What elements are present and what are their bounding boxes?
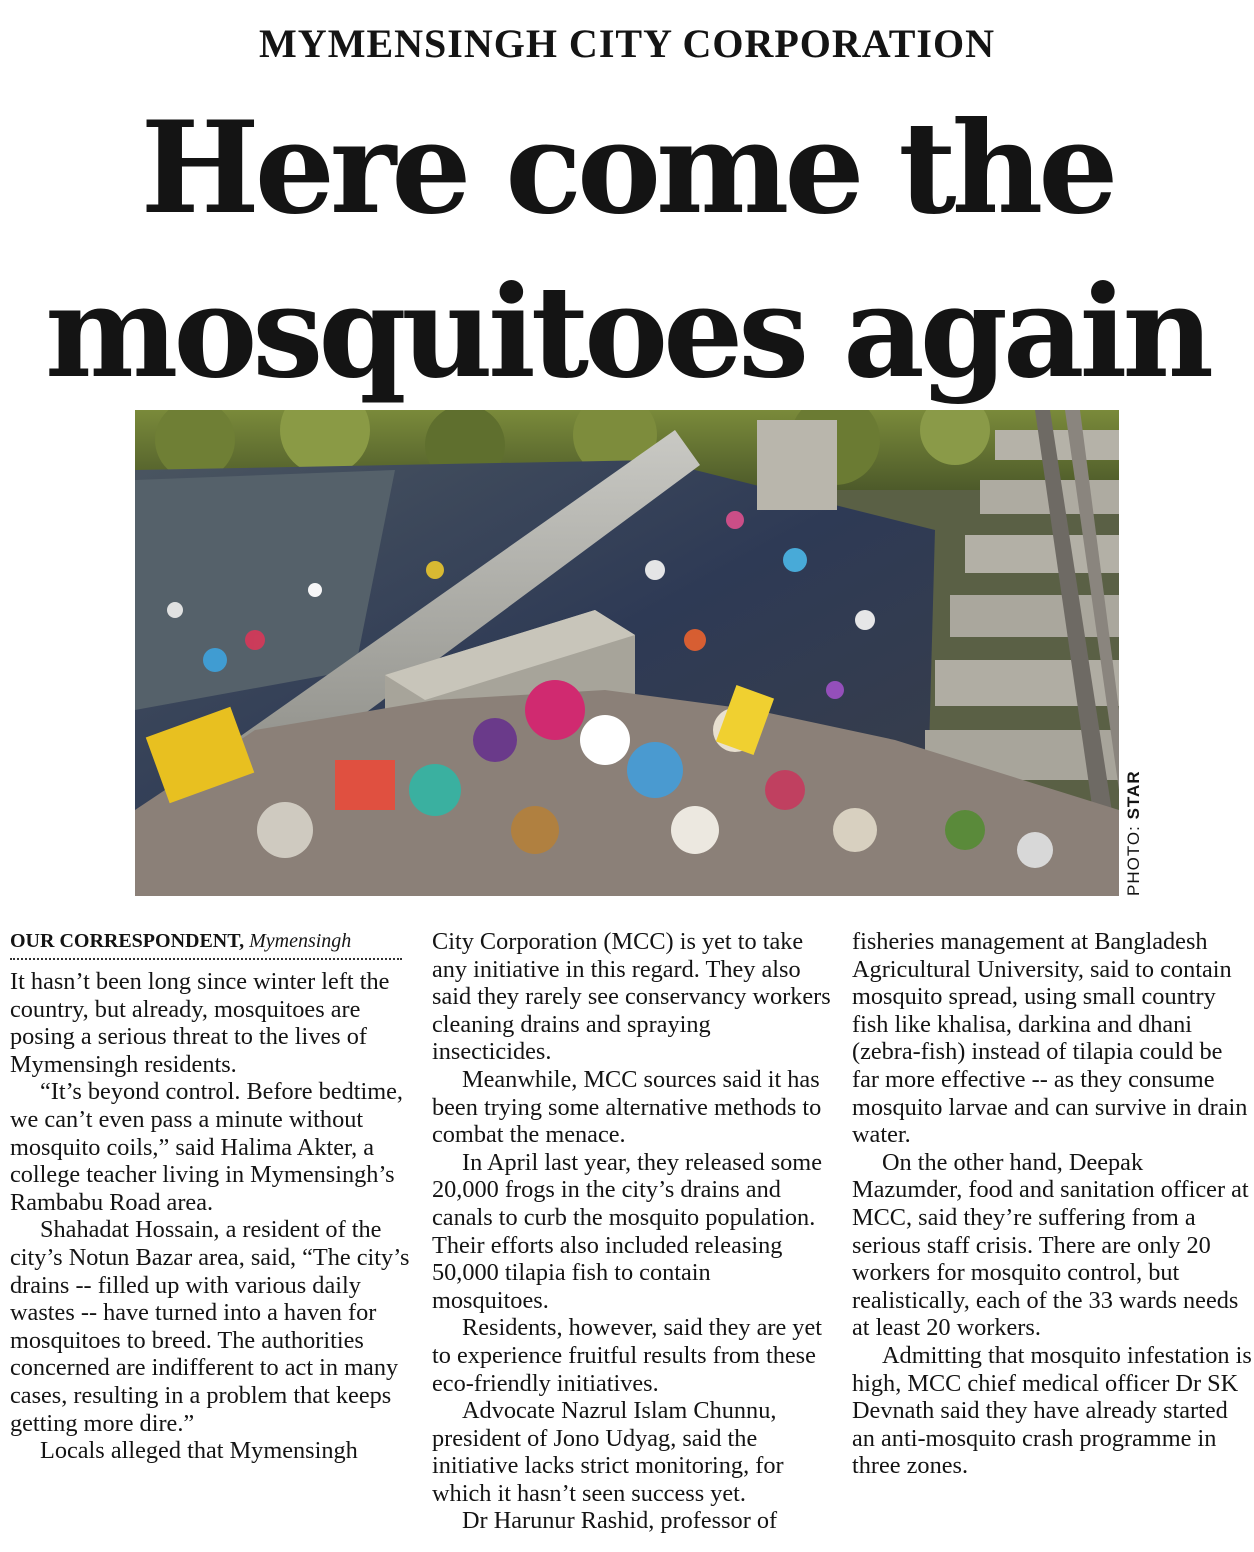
article-column-2 (432, 928, 832, 1535)
article-photo (135, 410, 1119, 896)
paragraph: Residents, however, said they are yet to experience fruitful results from these eco-friendly initiatives. (432, 1314, 822, 1397)
paragraph: Admitting that mosquito infestation is high, MCC chief medical officer Dr SK Devnath said they have already started an anti-mosquito crash programme in three zones. (852, 1341, 1252, 1480)
headline (0, 86, 1254, 414)
paragraph: Shahadat Hossain, a resident of the city’s Notun Bazar area, said, “The city’s drains -- filled up with various daily wastes -- have turned into a haven for mosquitoes to breed. The authorities concerned are indifferent to act in many cases, resulting in a problem that keeps getting more dire.” (10, 1216, 410, 1437)
photo-credit (1124, 770, 1144, 896)
byline-author: OUR CORRESPONDENT, (10, 930, 245, 952)
byline-divider (10, 958, 402, 960)
paragraph: Locals alleged that Mymensingh (40, 1437, 358, 1465)
article-column-3 (852, 928, 1252, 1480)
paragraph: City Corporation (MCC) is yet to take any initiative in this regard. They also said they rarely see conservancy workers cleaning drains and spraying insecticides. (432, 928, 831, 1066)
paragraph: Advocate Nazrul Islam Chunnu, president of Jono Udyag, said the initiative lacks strict monitoring, for which it hasn’t seen success yet. (432, 1397, 784, 1507)
paragraph: “It’s beyond control. Before bedtime, we can’t even pass a minute without mosquito coils,” said Halima Akter, a college teacher living in Mymensingh’s Rambabu Road area. (10, 1078, 403, 1216)
paragraph: In April last year, they released some 20,000 frogs in the city’s drains and canals to curb the mosquito population. Their efforts also included releasing 50,000 tilapia fish to contain mosquitoes. (432, 1148, 822, 1314)
paragraph: It hasn’t been long since winter left the country, but already, mosquitoes are posing a serious threat to the lives of Mymensingh residents. (10, 968, 390, 1078)
photo-credit-source: STAR (1124, 770, 1143, 820)
paragraph: Meanwhile, MCC sources said it has been trying some alternative methods to combat the menace. (432, 1065, 822, 1149)
paragraph: Dr Harunur Rashid, professor of (462, 1507, 778, 1535)
article-column-1 (10, 928, 410, 1465)
paragraph: fisheries management at Bangladesh Agricultural University, said to contain mosquito spread, using small country fish like khalisa, darkina and dhani (zebra-fish) instead of tilapia could be far more effective -- as they consume mosquito larvae and can survive in drain water. (852, 928, 1248, 1149)
paragraph: On the other hand, Deepak Mazumder, food and sanitation officer at MCC, said they’re suffering from a serious staff crisis. There are only 20 workers for mosquito control, but realistically, each of the 33 wards needs at least 20 workers. (852, 1148, 1249, 1342)
byline-location: Mymensingh (249, 930, 352, 952)
headline-line-2: mosquitoes again (45, 258, 1209, 406)
garbage-filled-drain-photo (135, 410, 1119, 896)
section-kicker: MYMENSINGH CITY CORPORATION (259, 21, 995, 66)
byline (10, 928, 410, 954)
photo-credit-label: PHOTO: (1124, 819, 1143, 896)
headline-line-1: Here come the (140, 94, 1114, 242)
